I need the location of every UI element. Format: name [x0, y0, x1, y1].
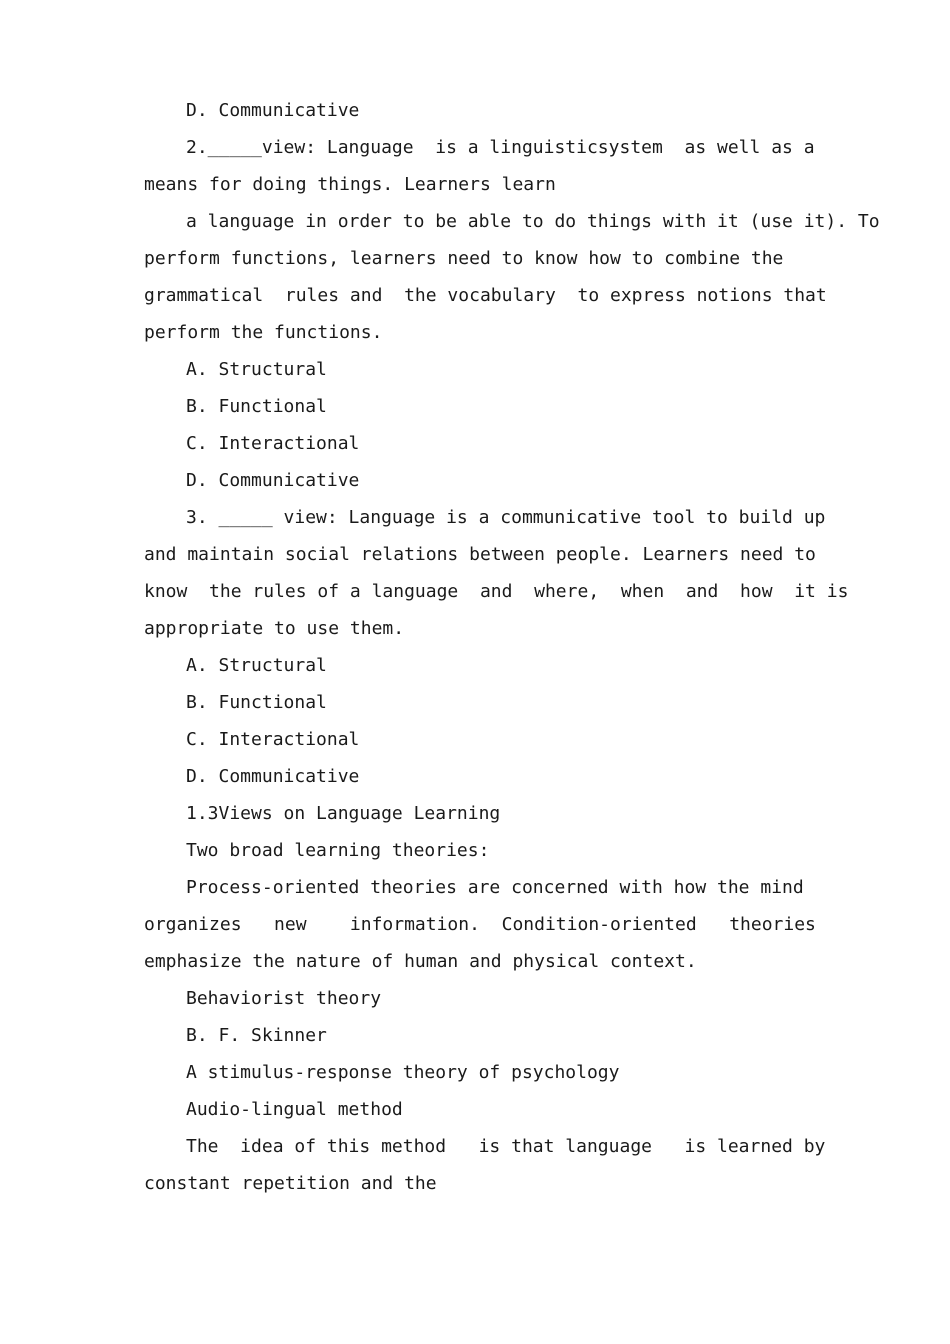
text-line: A. Structural: [186, 655, 327, 676]
text-line: A. Structural: [186, 359, 327, 380]
text-line: Two broad learning theories:: [186, 840, 490, 861]
text-line: and maintain social relations between people. Learners need to: [144, 544, 816, 565]
document-body: [144, 92, 880, 1202]
text-line: appropriate to use them.: [144, 618, 405, 639]
section-heading: 1.3Views on Language Learning: [186, 803, 501, 824]
text-line: perform the functions.: [144, 322, 383, 343]
text-line: a language in order to be able to do things with it (use it). To: [186, 211, 880, 232]
text-line: A stimulus-response theory of psychology: [186, 1062, 620, 1083]
text-line: perform functions, learners need to know how to combine the: [144, 248, 784, 269]
text-line: means for doing things. Learners learn: [144, 174, 556, 195]
text-line: Behaviorist theory: [186, 988, 382, 1009]
text-line: D. Communicative: [186, 766, 360, 787]
text-line: 3. _____ view: Language is a communicative tool to build up: [186, 507, 826, 528]
text-line: C. Interactional: [186, 433, 360, 454]
text-line: B. Functional: [186, 692, 327, 713]
text-line: Audio-lingual method: [186, 1099, 403, 1120]
text-line: constant repetition and the: [144, 1173, 437, 1194]
text-line: Process-oriented theories are concerned with how the mind: [186, 877, 804, 898]
text-line: 2._____view: Language is a linguisticsystem as well as a: [186, 137, 815, 158]
text-line: B. Functional: [186, 396, 327, 417]
text-line: The idea of this method is that language is learned by: [186, 1136, 826, 1157]
text-line: organizes new information. Condition-oriented theories: [144, 914, 816, 935]
text-line: D. Communicative: [186, 100, 360, 121]
text-line: grammatical rules and the vocabulary to express notions that: [144, 285, 827, 306]
text-line: C. Interactional: [186, 729, 360, 750]
text-line: emphasize the nature of human and physical context.: [144, 951, 697, 972]
text-line: D. Communicative: [186, 470, 360, 491]
text-line: know the rules of a language and where, when and how it is: [144, 581, 849, 602]
text-line: B. F. Skinner: [186, 1025, 327, 1046]
